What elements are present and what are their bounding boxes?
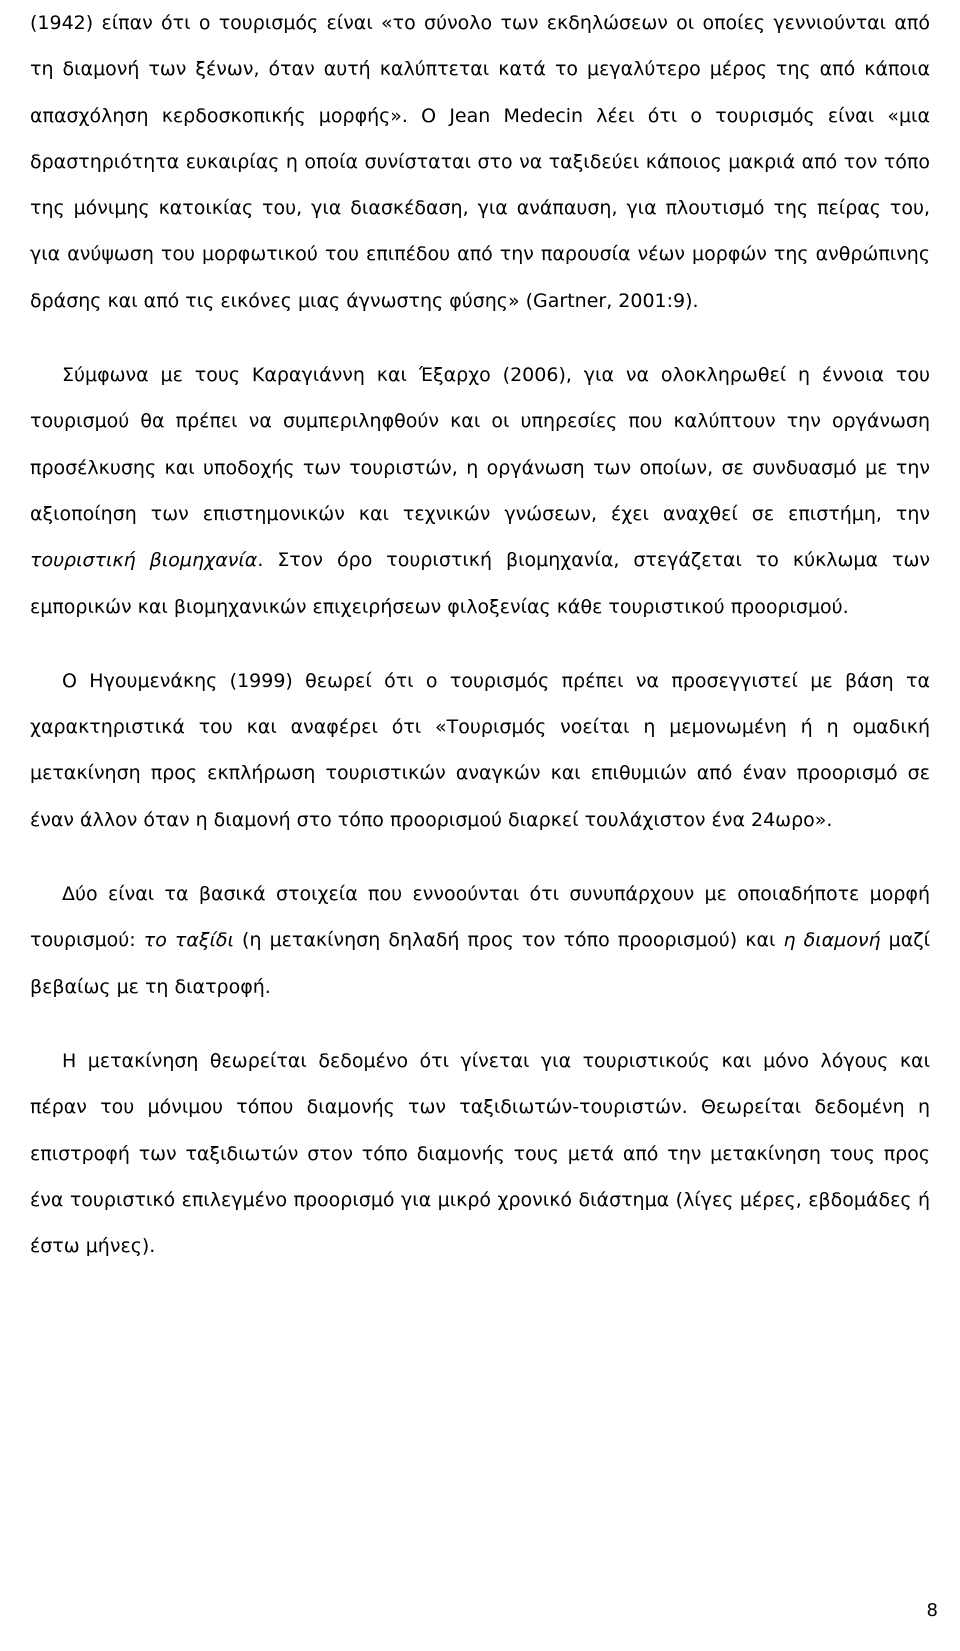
paragraph-2 [30, 352, 930, 630]
paragraph-4-text-b: (η μετακίνηση δηλαδή προς τον τόπο προορισμού) και [233, 929, 784, 952]
paragraph-3 [30, 658, 930, 843]
paragraph-3-text: Ο Ηγουμενάκης (1999) θεωρεί ότι ο τουρισμός πρέπει να προσεγγιστεί με βάση τα χαρακτηριστικά του και αναφέρει ότι «Τουρισμός νοείται η μεμονωμένη ή η ομαδική μετακίνηση προς εκπλήρωση τουριστικών αναγκών και επιθυμιών από έναν προορισμό σε έναν άλλον όταν η διαμονή στο τόπο προορισμού διαρκεί τουλάχιστον ένα 24ωρο». [30, 669, 930, 831]
paragraph-4-text-c: μαζί βεβαίως με τη διατροφή. [30, 929, 930, 998]
paragraph-5 [30, 1038, 930, 1269]
paragraph-5-text: Η μετακίνηση θεωρείται δεδομένο ότι γίνεται για τουριστικούς και μόνο λόγους και πέραν του μόνιμου τόπου διαμονής των ταξιδιωτών-τουριστών. Θεωρείται δεδομένη η επιστροφή των ταξιδιωτών στον τόπο διαμονής τους μετά από την μετακίνηση τους προς ένα τουριστικό επιλεγμένο προορισμό για μικρό χρονικό διάστημα (λίγες μέρες, εβδομάδες ή έστω μήνες). [30, 1049, 930, 1258]
paragraph-1 [30, 0, 930, 324]
paragraph-1-text: (1942) είπαν ότι ο τουρισμός είναι «το σύνολο των εκδηλώσεων οι οποίες γεννιούνται από τη διαμονή των ξένων, όταν αυτή καλύπτεται κατά το μεγαλύτερο μέρος της από κάποια απασχόληση κερδοσκοπικής μορφής». Ο Jean Medecin λέει ότι ο τουρισμός είναι «μια δραστηριότητα ευκαιρίας η οποία συνίσταται στο να ταξιδεύει κάποιος μακριά από τον τόπο της μόνιμης κατοικίας του, για διασκέδαση, για ανάπαυση, για πλουτισμό της πείρας του, για ανύψωση του μορφωτικού του επιπέδου από την παρουσία νέων μορφών της ανθρώπινης δράσης και από τις εικόνες μιας άγνωστης φύσης» (Gartner, 2001:9). [30, 12, 930, 312]
page-number: 8 [926, 1600, 938, 1621]
paragraph-4-text-a: Δύο είναι τα βασικά στοιχεία που εννοούνται ότι συνυπάρχουν με οποιαδήποτε μορφή τουρισμού: [30, 883, 930, 952]
paragraph-2-text-a: Σύμφωνα με τους Καραγιάννη και Έξαρχο (2006), για να ολοκληρωθεί η έννοια του τουρισμού θα πρέπει να συμπεριληφθούν και οι υπηρεσίες που καλύπτουν την οργάνωση προσέλκυσης και υποδοχής των τουριστών, η οργάνωση των οποίων, σε συνδυασμό με την αξιοποίηση των επιστημονικών και τεχνικών γνώσεων, έχει αναχθεί σε επιστήμη, την [30, 364, 930, 525]
paragraph-4-italic-stay: η διαμονή [783, 929, 881, 952]
paragraph-2-italic-term: τουριστική βιομηχανία [30, 549, 258, 572]
paragraph-4 [30, 871, 930, 1010]
paragraph-4-italic-travel: το ταξίδι [143, 929, 234, 952]
paragraph-2-text-b: . Στον όρο τουριστική βιομηχανία, στεγάζεται το κύκλωμα των εμπορικών και βιομηχανικών επιχειρήσεων φιλοξενίας κάθε τουριστικού προορισμού. [30, 549, 930, 618]
document-page [30, 0, 930, 1269]
